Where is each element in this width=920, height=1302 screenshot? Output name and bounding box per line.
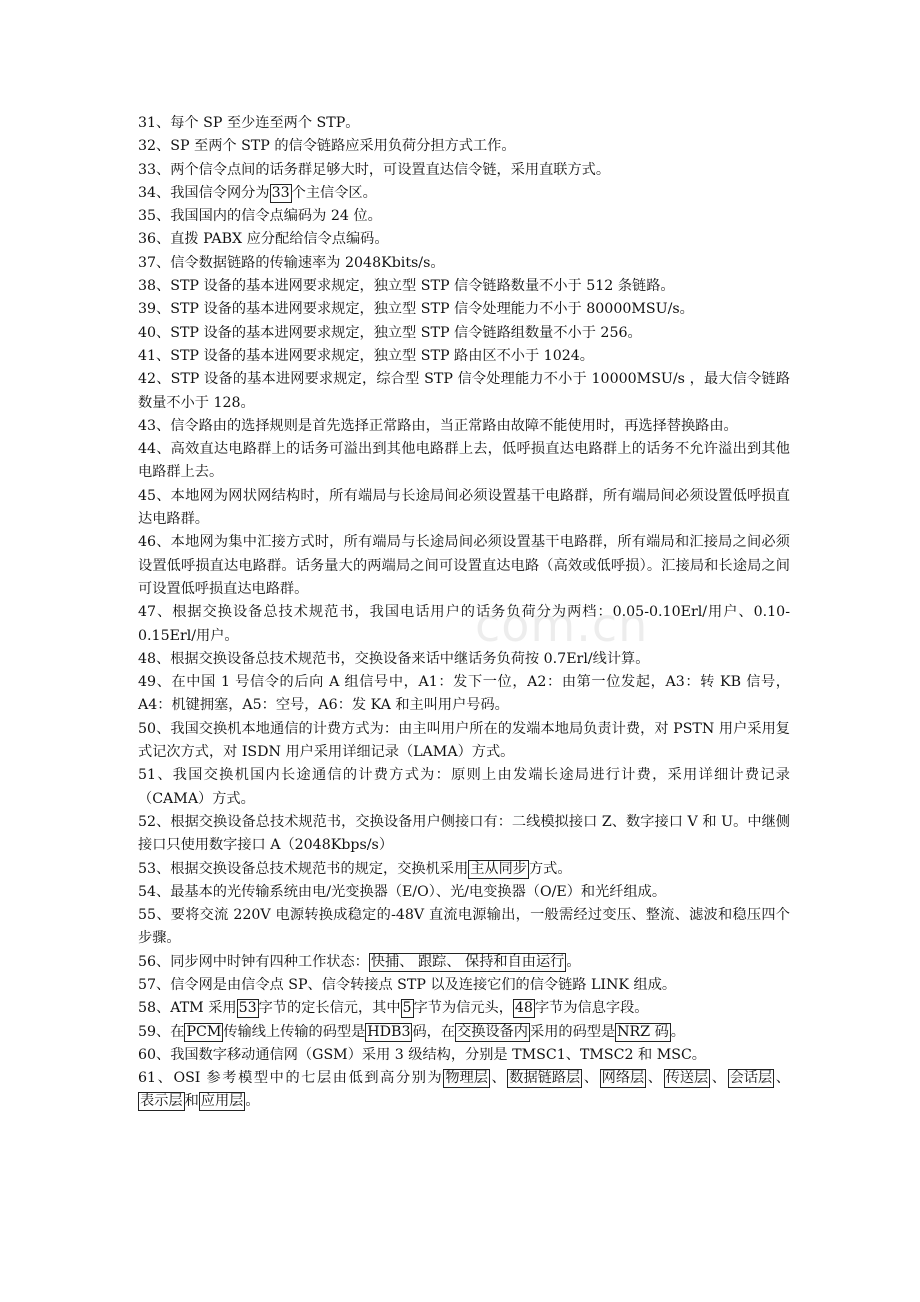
- item-39: [138, 298, 790, 321]
- item-36: [138, 228, 790, 251]
- boxed-answer: HDB3: [367, 1023, 411, 1040]
- item-40: [138, 322, 790, 345]
- boxed-answer: 快捕、 跟踪、 保持和自由运行: [370, 953, 565, 970]
- item-56: [138, 951, 790, 974]
- item-text: 50、我国交换机本地通信的计费方式为：由主叫用户所在的发端本地局负责计费，对 PSTN 用户采用复式记次方式，对 ISDN 用户采用详细记录（LAMA）方式。: [138, 720, 790, 761]
- item-38: [138, 275, 790, 298]
- item-47: [138, 601, 790, 648]
- item-text: 52、根据交换设备总技术规范书，交换设备用户侧接口有：二线模拟接口 Z、数字接口 V 和 U。中继侧接口只使用数字接口 A（2048Kbps/s）: [138, 813, 790, 854]
- item-text: 41、STP 设备的基本进网要求规定，独立型 STP 路由区不小于 1024。: [138, 347, 594, 364]
- item-text: 61、OSI 参考模型中的七层由低到高分别为: [138, 1070, 444, 1087]
- boxed-answer: 物理层: [445, 1070, 488, 1087]
- document-body: [138, 112, 790, 1114]
- boxed-answer: 网络层: [601, 1070, 645, 1087]
- item-text: 40、STP 设备的基本进网要求规定，独立型 STP 信令链路组数量不小于 256。: [138, 324, 642, 341]
- item-text: 。: [566, 953, 581, 970]
- watermark: com.cn: [475, 598, 649, 652]
- item-text: 32、SP 至两个 STP 的信令链路应采用负荷分担方式工作。: [138, 138, 516, 155]
- item-text: 45、本地网为网状网结构时，所有端局与长途局间必须设置基干电路群，所有端局间必须设置低呼损直达电路群。: [138, 487, 790, 528]
- item-text: 43、信令路由的选择规则是首先选择正常路由，当正常路由故障不能使用时，再选择替换路由。: [138, 417, 738, 434]
- item-text: 个主信令区。: [291, 184, 377, 201]
- item-34: [138, 182, 790, 205]
- item-54: [138, 881, 790, 904]
- item-42: [138, 368, 790, 415]
- item-text: 49、在中国 1 号信令的后向 A 组信号中，A1：发下一位，A2：由第一位发起，A3：转 KB 信号，A4：机键拥塞，A5：空号，A6：发 KA 和主叫用户号码。: [138, 674, 790, 714]
- item-48: [138, 648, 790, 671]
- item-text: 37、信令数据链路的传输速率为 2048Kbits/s。: [138, 254, 445, 271]
- item-text: 、: [489, 1070, 508, 1087]
- item-text: 36、直拨 PABX 应分配给信令点编码。: [138, 231, 389, 248]
- item-31: [138, 112, 790, 135]
- item-text: 31、每个 SP 至少连至两个 STP。: [138, 115, 360, 131]
- item-44: [138, 438, 790, 485]
- item-text: 55、要将交流 220V 电源转换成稳定的-48V 直流电源输出，一般需经过变压、整流、滤波和稳压四个步骤。: [138, 907, 790, 947]
- item-text: 46、本地网为集中汇接方式时，所有端局与长途局间必须设置基干电路群，所有端局和汇接局之间必须设置低呼损直达电路群。话务量大的两端局之间可设置直达电路（高效或低呼损）。汇接局和长途局之间可设置低呼损直达电路群。: [138, 534, 790, 597]
- item-46: [138, 531, 790, 601]
- item-text: 字节为信元头，: [413, 1000, 513, 1017]
- item-52: [138, 811, 790, 858]
- item-text: 字节的定长信元，其中: [258, 1000, 401, 1017]
- item-37: [138, 252, 790, 275]
- boxed-answer: 会话层: [729, 1070, 773, 1087]
- item-43: [138, 415, 790, 438]
- item-text: 采用的码型是: [530, 1023, 616, 1040]
- item-text: 42、STP 设备的基本进网要求规定，综合型 STP 信令处理能力不小于 10000MSU/s ，最大信令链路数量不小于 128。: [138, 371, 790, 411]
- item-text: 38、STP 设备的基本进网要求规定，独立型 STP 信令链路数量不小于 512 条链路。: [138, 278, 675, 295]
- item-text: 码，在: [412, 1023, 456, 1040]
- item-text: 34、我国信令网分为: [138, 184, 270, 201]
- boxed-answer: 33: [271, 184, 290, 201]
- item-text: 、: [710, 1070, 728, 1087]
- item-text: 48、根据交换设备总技术规范书，交换设备来话中继话务负荷按 0.7Erl/线计算。: [138, 650, 650, 667]
- item-text: 。: [670, 1023, 685, 1040]
- item-text: 和: [184, 1093, 199, 1110]
- item-55: [138, 904, 790, 951]
- item-text: 33、两个信令点间的话务群足够大时，可设置直达信令链，采用直联方式。: [138, 161, 611, 178]
- item-text: 、: [774, 1070, 790, 1087]
- boxed-answer: 数据链路层: [509, 1070, 581, 1087]
- item-text: 、: [646, 1070, 664, 1087]
- item-59: [138, 1021, 790, 1044]
- item-35: [138, 205, 790, 228]
- boxed-answer: PCM: [186, 1023, 222, 1040]
- item-58: [138, 997, 790, 1020]
- item-60: [138, 1044, 790, 1067]
- item-53: [138, 858, 790, 881]
- item-text: 57、信令网是由信令点 SP、信令转接点 STP 以及连接它们的信令链路 LINK 组成。: [138, 976, 677, 993]
- item-text: 、: [582, 1070, 600, 1087]
- item-text: 字节为信息字段。: [534, 1000, 649, 1017]
- item-45: [138, 485, 790, 532]
- item-51: [138, 764, 790, 811]
- boxed-answer: 交换设备内: [457, 1023, 528, 1040]
- boxed-answer: NRZ 码: [617, 1023, 669, 1040]
- item-text: 47、根据交换设备总技术规范书，我国电话用户的话务负荷分为两档：0.05-0.10Erl/用户、0.10-0.15Erl/用户。: [138, 604, 790, 644]
- item-text: 方式。: [528, 860, 572, 877]
- item-49: [138, 671, 790, 718]
- item-text: 39、STP 设备的基本进网要求规定，独立型 STP 信令处理能力不小于 80000MSU/s。: [138, 301, 694, 318]
- boxed-answer: 传送层: [665, 1070, 709, 1087]
- item-57: [138, 974, 790, 997]
- item-32: [138, 135, 790, 158]
- item-41: [138, 345, 790, 368]
- item-text: 51、我国交换机国内长途通信的计费方式为：原则上由发端长途局进行计费，采用详细计费记录（CAMA）方式。: [138, 767, 790, 807]
- item-text: 56、同步网中时钟有四种工作状态：: [138, 953, 369, 970]
- item-text: 60、我国数字移动通信网（GSM）采用 3 级结构，分别是 TMSC1、TMSC2 和 MSC。: [138, 1046, 706, 1063]
- item-33: [138, 159, 790, 182]
- item-61: [138, 1067, 790, 1114]
- item-text: 。: [245, 1093, 260, 1110]
- boxed-answer: 48: [514, 1000, 533, 1017]
- boxed-answer: 应用层: [200, 1093, 244, 1110]
- item-text: 35、我国国内的信令点编码为 24 位。: [138, 208, 382, 225]
- boxed-answer: 主从同步: [470, 860, 527, 877]
- item-text: 59、在: [138, 1023, 185, 1040]
- item-text: 44、高效直达电路群上的话务可溢出到其他电路群上去，低呼损直达电路群上的话务不允许溢出到其他电路群上去。: [138, 441, 790, 481]
- item-50: [138, 718, 790, 765]
- boxed-answer: 53: [238, 1000, 257, 1017]
- item-text: 54、最基本的光传输系统由电/光变换器（E/O）、光/电变换器（O/E）和光纤组成。: [138, 883, 667, 900]
- item-text: 58、ATM 采用: [138, 1000, 237, 1017]
- item-text: 53、根据交换设备总技术规范书的规定，交换机采用: [138, 860, 469, 877]
- item-text: 传输线上传输的码型是: [223, 1023, 366, 1040]
- boxed-answer: 5: [402, 1000, 412, 1017]
- boxed-answer: 表示层: [140, 1093, 183, 1110]
